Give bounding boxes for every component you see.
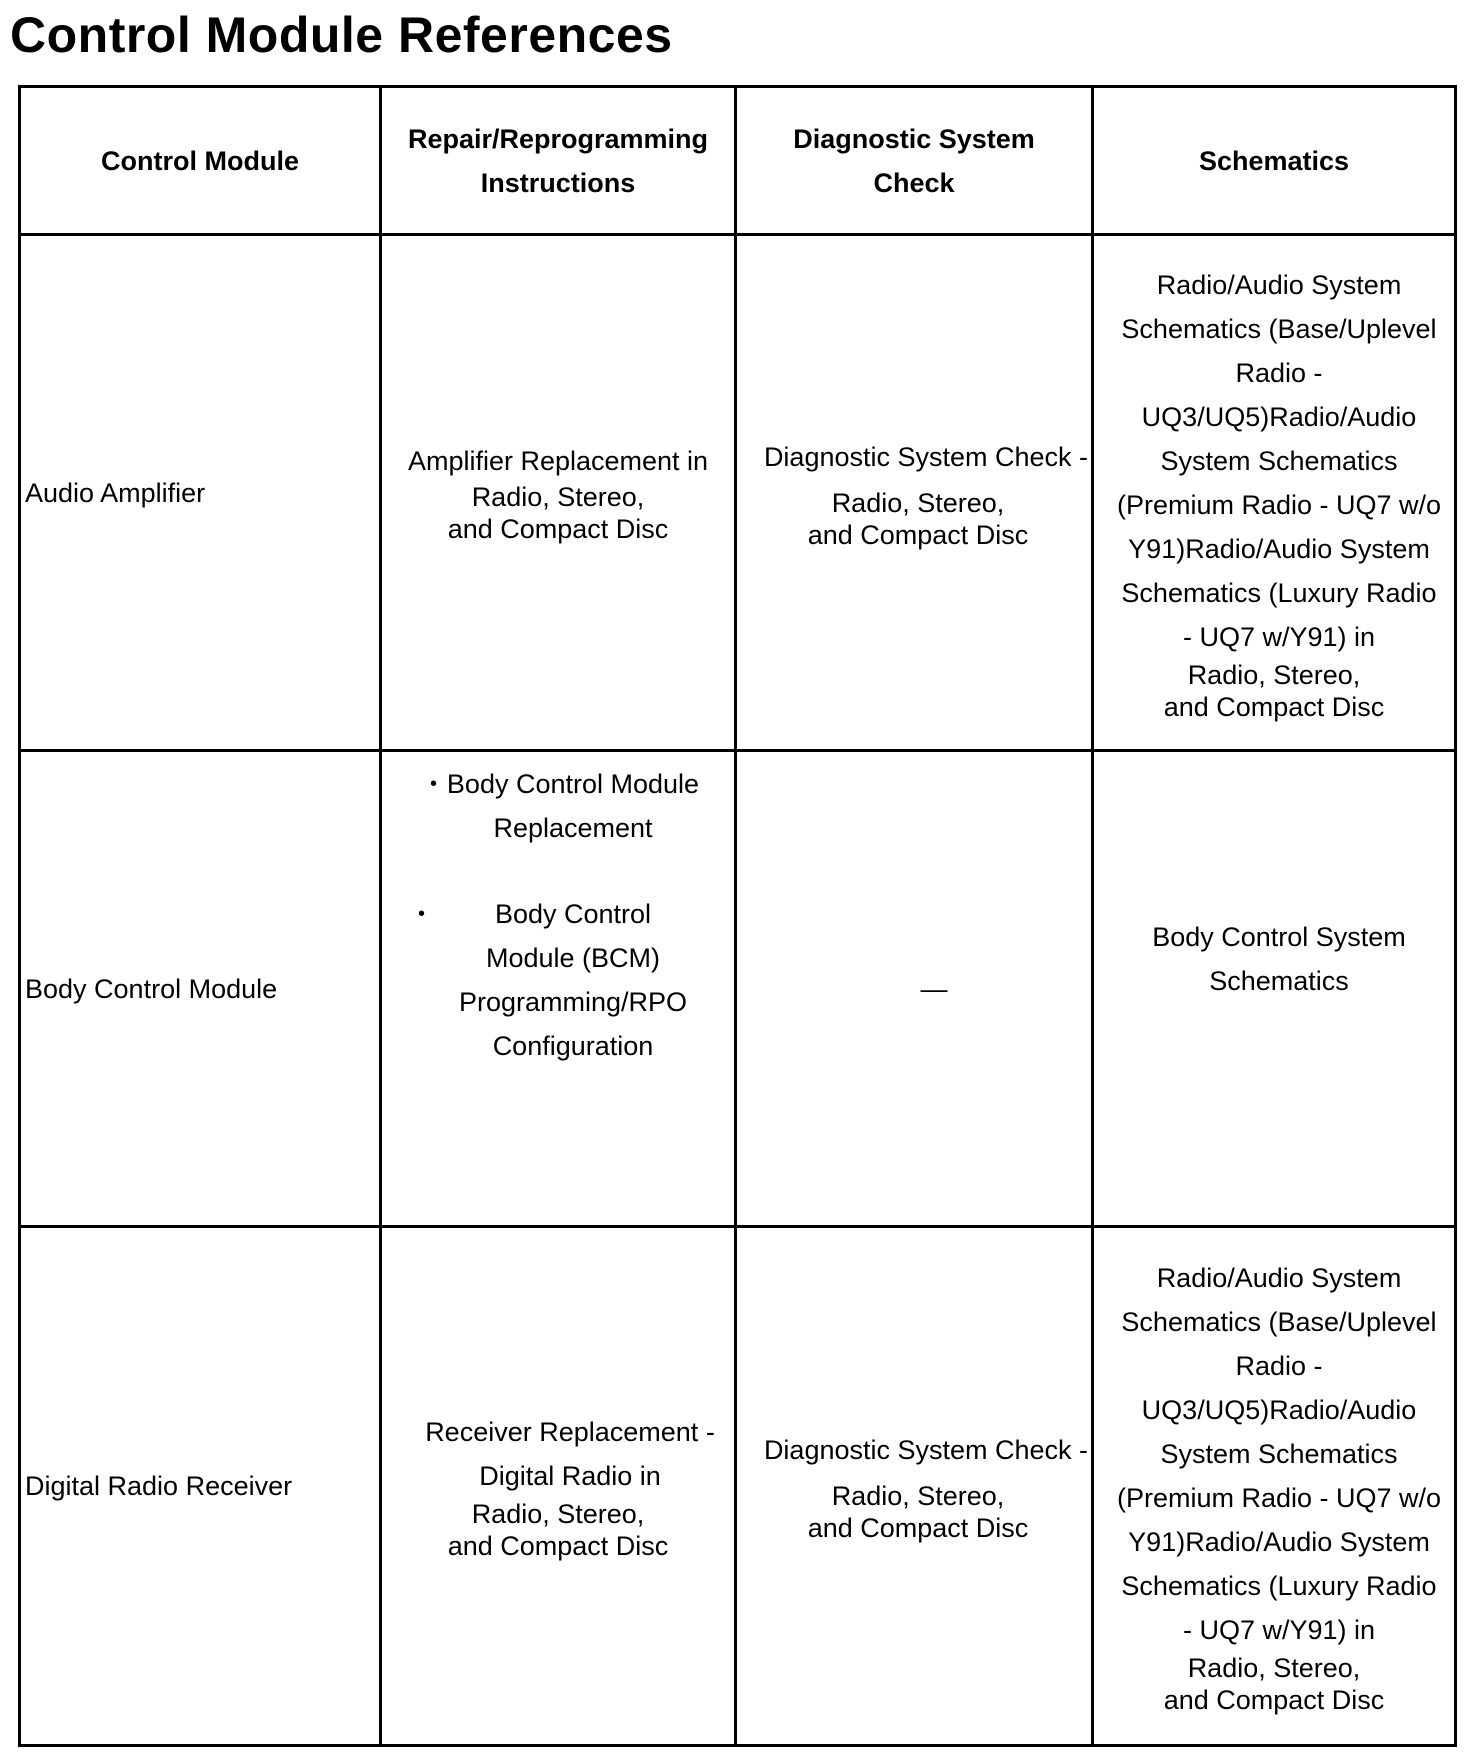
module-name-cell bbox=[20, 235, 381, 751]
diagnostic-cell bbox=[736, 751, 1093, 1227]
diagnostic-link-line-2[interactable]: and Compact Disc bbox=[807, 519, 1029, 550]
repair-bullet-list bbox=[382, 762, 734, 1068]
list-item bbox=[418, 892, 724, 1068]
schematics-cell bbox=[1093, 751, 1456, 1227]
schematics-cell bbox=[1093, 1227, 1456, 1746]
bullet-icon: • bbox=[430, 773, 438, 795]
repair-text: Receiver Replacement - Digital Radio in bbox=[425, 1417, 715, 1491]
repair-cell bbox=[381, 1227, 736, 1746]
schematics-link[interactable]: Body Control System Schematics bbox=[1152, 921, 1406, 996]
diagnostic-text: Diagnostic System Check - bbox=[763, 441, 1089, 472]
schematics-link-line-2[interactable]: and Compact Disc bbox=[1163, 691, 1385, 722]
header-diagnostic-check: Diagnostic System Check bbox=[736, 87, 1093, 235]
header-schematics: Schematics bbox=[1093, 87, 1456, 235]
page-title: Control Module References bbox=[10, 7, 673, 63]
module-name: Audio Amplifier bbox=[25, 477, 206, 508]
list-item bbox=[422, 762, 724, 850]
schematics-link[interactable]: Radio, Stereo, bbox=[1187, 659, 1361, 690]
header-repair-instructions: Repair/Reprogramming Instructions bbox=[381, 87, 736, 235]
schematics-link[interactable]: Radio, Stereo, bbox=[1187, 1653, 1361, 1683]
table-row bbox=[20, 751, 1456, 1227]
repair-link[interactable]: Radio, Stereo, bbox=[471, 1499, 645, 1529]
bullet-icon: • bbox=[418, 903, 426, 925]
control-module-table bbox=[18, 85, 1457, 1747]
repair-link-line-2[interactable]: and Compact Disc bbox=[447, 513, 669, 544]
repair-item-link[interactable]: Body Control Module Replacement bbox=[446, 769, 700, 843]
diagnostic-text: Diagnostic System Check - bbox=[763, 1435, 1089, 1465]
table-row bbox=[20, 235, 1456, 751]
table-header-row bbox=[20, 87, 1456, 235]
diagnostic-link[interactable]: Radio, Stereo, bbox=[831, 1481, 1005, 1511]
schematics-cell bbox=[1093, 235, 1456, 751]
diagnostic-empty-dash: — bbox=[920, 973, 948, 1004]
repair-link-line-2[interactable]: and Compact Disc bbox=[447, 1531, 669, 1561]
diagnostic-cell bbox=[736, 1227, 1093, 1746]
repair-cell bbox=[381, 751, 736, 1227]
diagnostic-link[interactable]: Radio, Stereo, bbox=[831, 487, 1005, 518]
module-name-cell bbox=[20, 1227, 381, 1746]
schematics-text: Radio/Audio System Schematics (Base/Uplevel Radio - UQ3/UQ5)Radio/Audio System Schematics (Premium Radio - UQ7 w/o Y91)Radio/Audio System Schematics (Luxury Radio - UQ7 w/Y91) in bbox=[1116, 1263, 1442, 1645]
repair-cell bbox=[381, 235, 736, 751]
repair-link[interactable]: Radio, Stereo, bbox=[471, 481, 645, 512]
repair-text: Amplifier Replacement in bbox=[407, 445, 709, 476]
module-name-cell bbox=[20, 751, 381, 1227]
module-name: Digital Radio Receiver bbox=[25, 1471, 293, 1501]
diagnostic-cell bbox=[736, 235, 1093, 751]
schematics-link-line-2[interactable]: and Compact Disc bbox=[1163, 1685, 1385, 1715]
diagnostic-link-line-2[interactable]: and Compact Disc bbox=[807, 1513, 1029, 1543]
header-control-module: Control Module bbox=[20, 87, 381, 235]
table-row bbox=[20, 1227, 1456, 1746]
repair-item-link[interactable]: Body Control Module (BCM) Programming/RPO Configuration bbox=[458, 899, 688, 1061]
module-name: Body Control Module bbox=[25, 973, 278, 1004]
schematics-text: Radio/Audio System Schematics (Base/Uplevel Radio - UQ3/UQ5)Radio/Audio System Schematics (Premium Radio - UQ7 w/o Y91)Radio/Audio System Schematics (Luxury Radio - UQ7 w/Y91) in bbox=[1116, 269, 1442, 652]
